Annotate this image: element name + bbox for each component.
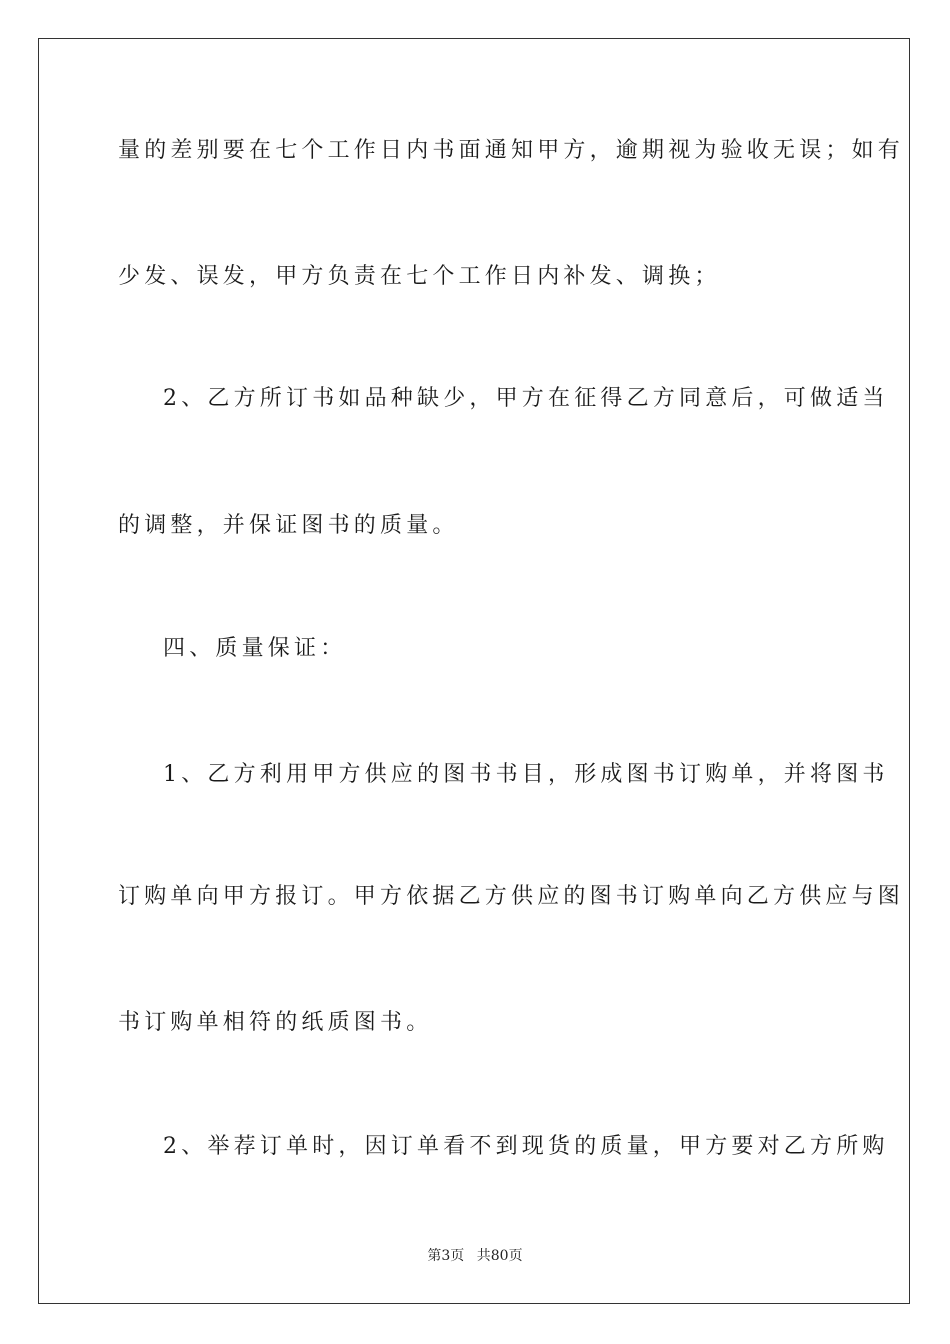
body-line-6: 1、乙方利用甲方供应的图书书目，形成图书订购单，并将图书 <box>163 762 889 787</box>
body-line-2: 少发、误发，甲方负责在七个工作日内补发、调换； <box>118 264 721 289</box>
body-line-4: 的调整，并保证图书的质量。 <box>118 513 459 538</box>
body-line-9: 2、举荐订单时，因订单看不到现货的质量，甲方要对乙方所购 <box>163 1134 889 1159</box>
body-line-8: 书订购单相符的纸质图书。 <box>118 1010 433 1035</box>
page-number: 第3页 <box>427 1248 465 1264</box>
page-footer <box>0 1246 950 1266</box>
body-line-1: 量的差别要在七个工作日内书面通知甲方，逾期视为验收无误；如有 <box>118 138 905 163</box>
section-heading: 四、质量保证： <box>163 636 347 661</box>
page-total: 共80页 <box>476 1248 523 1264</box>
page-border <box>38 38 910 1304</box>
body-line-3: 2、乙方所订书如品种缺少，甲方在征得乙方同意后，可做适当 <box>163 386 889 411</box>
body-line-7: 订购单向甲方报订。甲方依据乙方供应的图书订购单向乙方供应与图 <box>118 884 905 909</box>
